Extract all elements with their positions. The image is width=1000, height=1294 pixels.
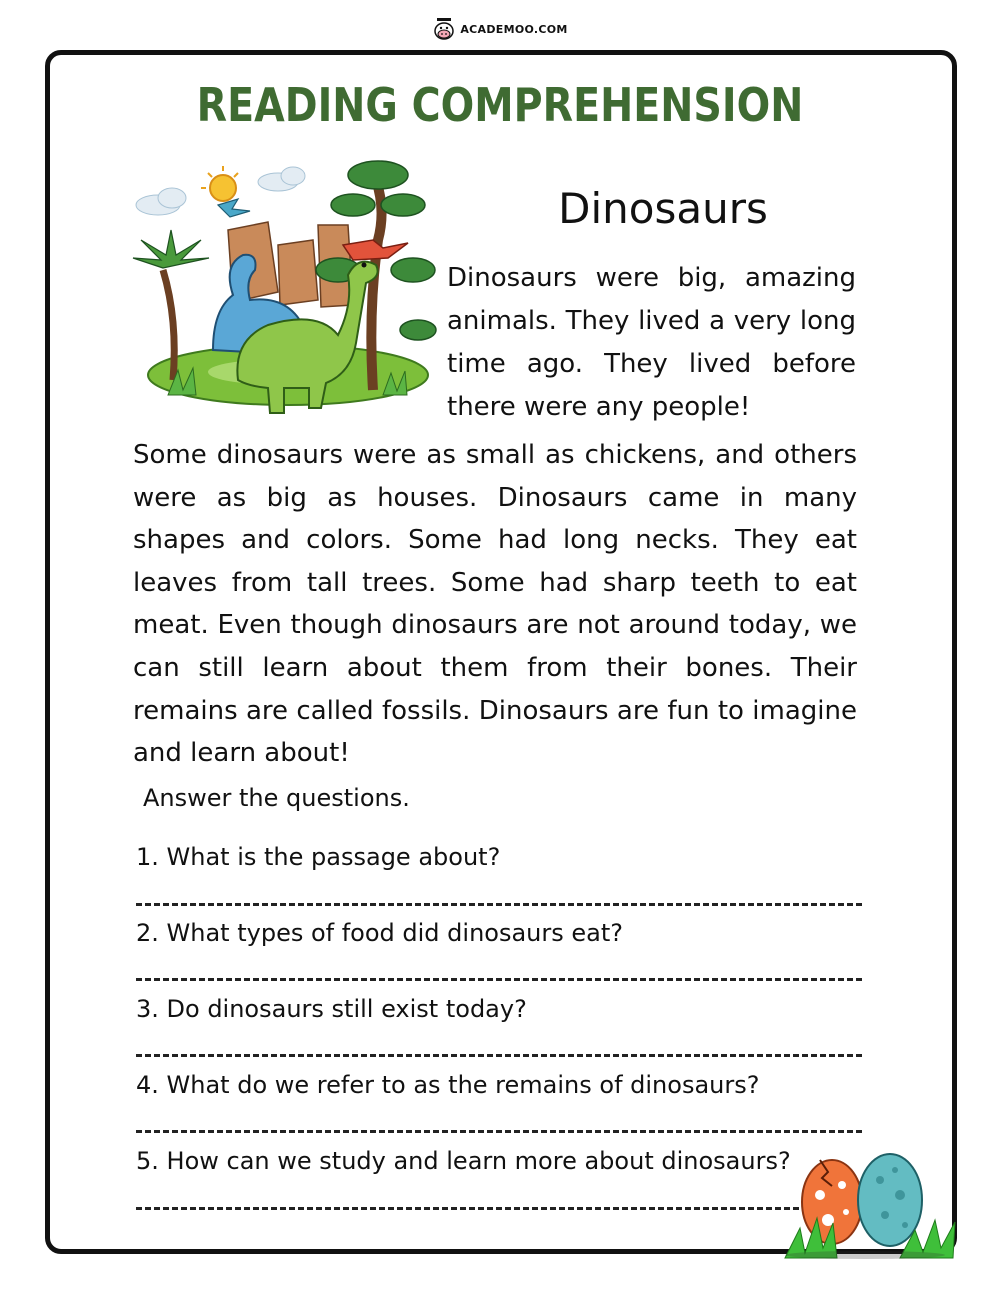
passage-body: Some dinosaurs were as small as chickens, and others were as big as houses. Dinosaurs came in many shapes and colors. Some had long necks. They eat leaves from tall trees. Some had sharp teeth to eat meat. Even though dinosaurs are not around today, we can still learn about them from their bones. Their remains are called fossils. Dinosaurs are fun to imagine and learn about! bbox=[133, 440, 857, 769]
brand-name[interactable]: ACADEMOO.COM bbox=[460, 22, 568, 36]
question-5: 5. How can we study and learn more about dinosaurs? bbox=[136, 1147, 791, 1175]
question-1: 1. What is the passage about? bbox=[136, 843, 501, 871]
passage-intro: Dinosaurs were big, amazing animals. They lived a very long time ago. They lived before there were any people! bbox=[447, 263, 856, 422]
passage-heading: Dinosaurs bbox=[558, 184, 768, 233]
dinosaur-eggs-illustration bbox=[780, 1140, 970, 1260]
question-3: 3. Do dinosaurs still exist today? bbox=[136, 995, 527, 1023]
answer-line-4[interactable] bbox=[136, 1130, 862, 1133]
answer-line-2[interactable] bbox=[136, 978, 862, 981]
question-4: 4. What do we refer to as the remains of dinosaurs? bbox=[136, 1071, 760, 1099]
worksheet-title: READING COMPREHENSION bbox=[196, 78, 804, 132]
dinosaur-scene-illustration bbox=[128, 150, 440, 420]
cow-logo-icon bbox=[432, 18, 456, 40]
answer-line-1[interactable] bbox=[136, 903, 862, 906]
question-2: 2. What types of food did dinosaurs eat? bbox=[136, 919, 624, 947]
site-logo bbox=[0, 18, 1000, 44]
answer-line-5[interactable] bbox=[136, 1207, 862, 1210]
questions-prompt: Answer the questions. bbox=[143, 784, 410, 812]
answer-line-3[interactable] bbox=[136, 1054, 862, 1057]
